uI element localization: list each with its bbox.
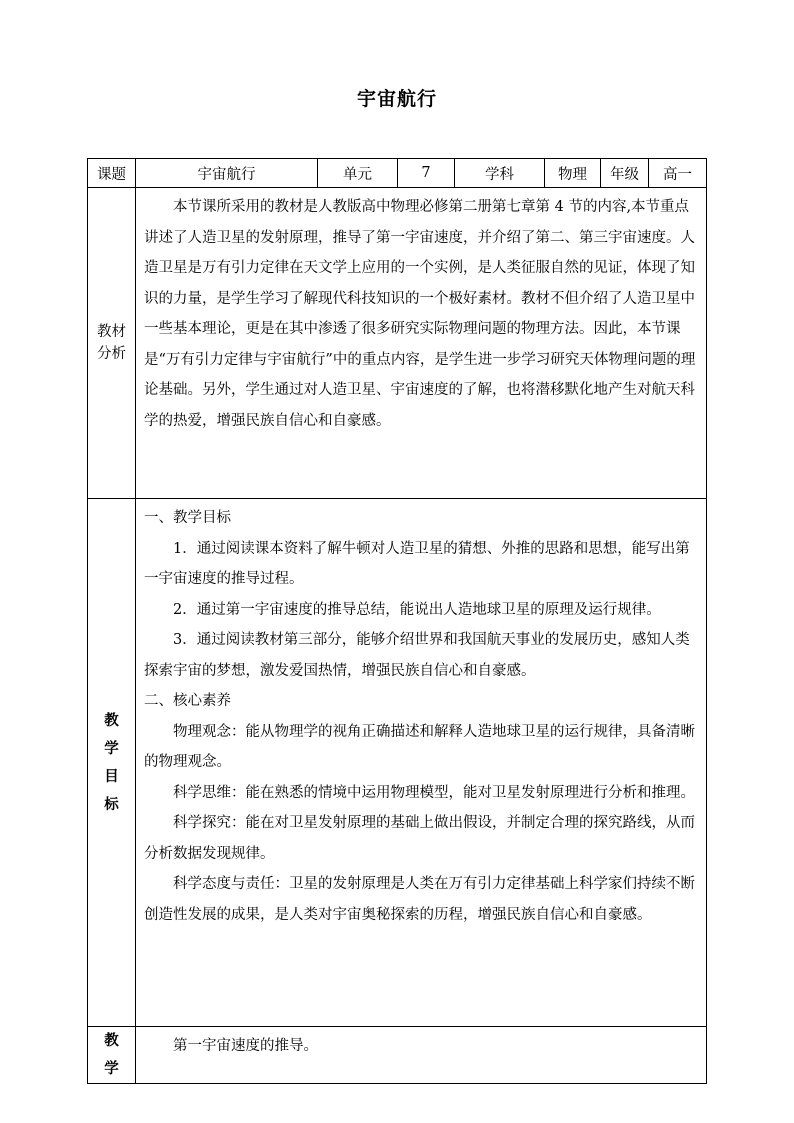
goals-label-char: 教: [104, 711, 119, 729]
header-row: [88, 159, 707, 188]
key-points-label-char: 学: [104, 1060, 119, 1077]
grade-value: 高一: [649, 159, 707, 188]
unit-label: 单元: [318, 159, 398, 188]
goal-item-3: 3．通过阅读教材第三部分，能够介绍世界和我国航天事业的发展历史，感知人类探索宇宙的梦想，激发爱国热情，增强民族自信心和自豪感。: [144, 632, 690, 679]
core-literacy-3: 科学探究：能在对卫星发射原理的基础上做出假设，并制定合理的探究路线，从而分析数据发现规律。: [144, 815, 695, 862]
analysis-text: 本节课所采用的教材是人教版高中物理必修第二册第七章第 4 节的内容,本节重点讲述了人造卫星的发射原理，推导了第一宇宙速度，并介绍了第二、第三宇宙速度。人造卫星是万有引力定律在天文学上应用的一个实例，是人类征服自然的见证，体现了知识的力量，是学生学习了解现代科技知识的一个极好素材。教材不但介绍了人造卫星中一些基本理论，更是在其中渗透了很多研究实际物理问题的物理方法。因此，本节课是“万有引力定律与宇宙航行”中的重点内容，是学生进一步学习研究天体物理问题的理论基础。另外，学生通过对人造卫星、宇宙速度的了解，也将潜移默化地产生对航天科学的热爱，增强民族自信心和自豪感。: [144, 199, 696, 429]
goals-row: [88, 499, 707, 1027]
course-value: 宇宙航行: [136, 159, 318, 188]
key-points-text-cell: [136, 1027, 707, 1084]
key-points-label-char: 教: [104, 1032, 119, 1049]
goals-label-char: 目: [104, 767, 119, 785]
core-literacy-2: 科学思维：能在熟悉的情境中运用物理模型，能对卫星发射原理进行分析和推理。: [173, 784, 695, 801]
analysis-label-line2: 分析: [97, 346, 126, 362]
lesson-plan-table: [87, 158, 707, 1084]
grade-label: 年级: [601, 159, 649, 188]
subject-label: 学科: [455, 159, 545, 188]
analysis-row: [88, 188, 707, 499]
unit-value: 7: [398, 159, 455, 188]
page-title: 宇宙航行: [356, 88, 437, 110]
goal-item-2: 2．通过第一宇宙速度的推导总结，能说出人造地球卫星的原理及运行规律。: [173, 601, 661, 618]
goals-label-char: 学: [104, 739, 119, 757]
core-literacy-4: 科学态度与责任：卫星的发射原理是人类在万有引力定律基础上科学家们持续不断创造性发展的成果，是人类对宇宙奥秘探索的历程，增强民族自信心和自豪感。: [144, 876, 695, 923]
key-points-text: 第一宇宙速度的推导。: [173, 1038, 318, 1054]
key-points-row: [88, 1027, 707, 1084]
goal-item-1: 1．通过阅读课本资料了解牛顿对人造卫星的猜想、外推的思路和思想，能写出第一宇宙速度的推导过程。: [144, 540, 690, 587]
analysis-text-cell: [136, 188, 707, 499]
course-label: 课题: [88, 159, 136, 188]
goals-heading-2: 二、核心素养: [144, 693, 231, 709]
key-points-label: [88, 1027, 136, 1084]
subject-value: 物理: [545, 159, 601, 188]
goals-heading-1: 一、教学目标: [144, 510, 231, 526]
core-literacy-1: 物理观念：能从物理学的视角正确描述和解释人造地球卫星的运行规律，具备清晰的物理观念。: [144, 723, 695, 770]
analysis-label-line1: 教材: [97, 324, 126, 340]
goals-label: [88, 499, 136, 1027]
goals-text-cell: [136, 499, 707, 1027]
goals-label-char: 标: [104, 795, 119, 813]
analysis-label: [88, 188, 136, 499]
